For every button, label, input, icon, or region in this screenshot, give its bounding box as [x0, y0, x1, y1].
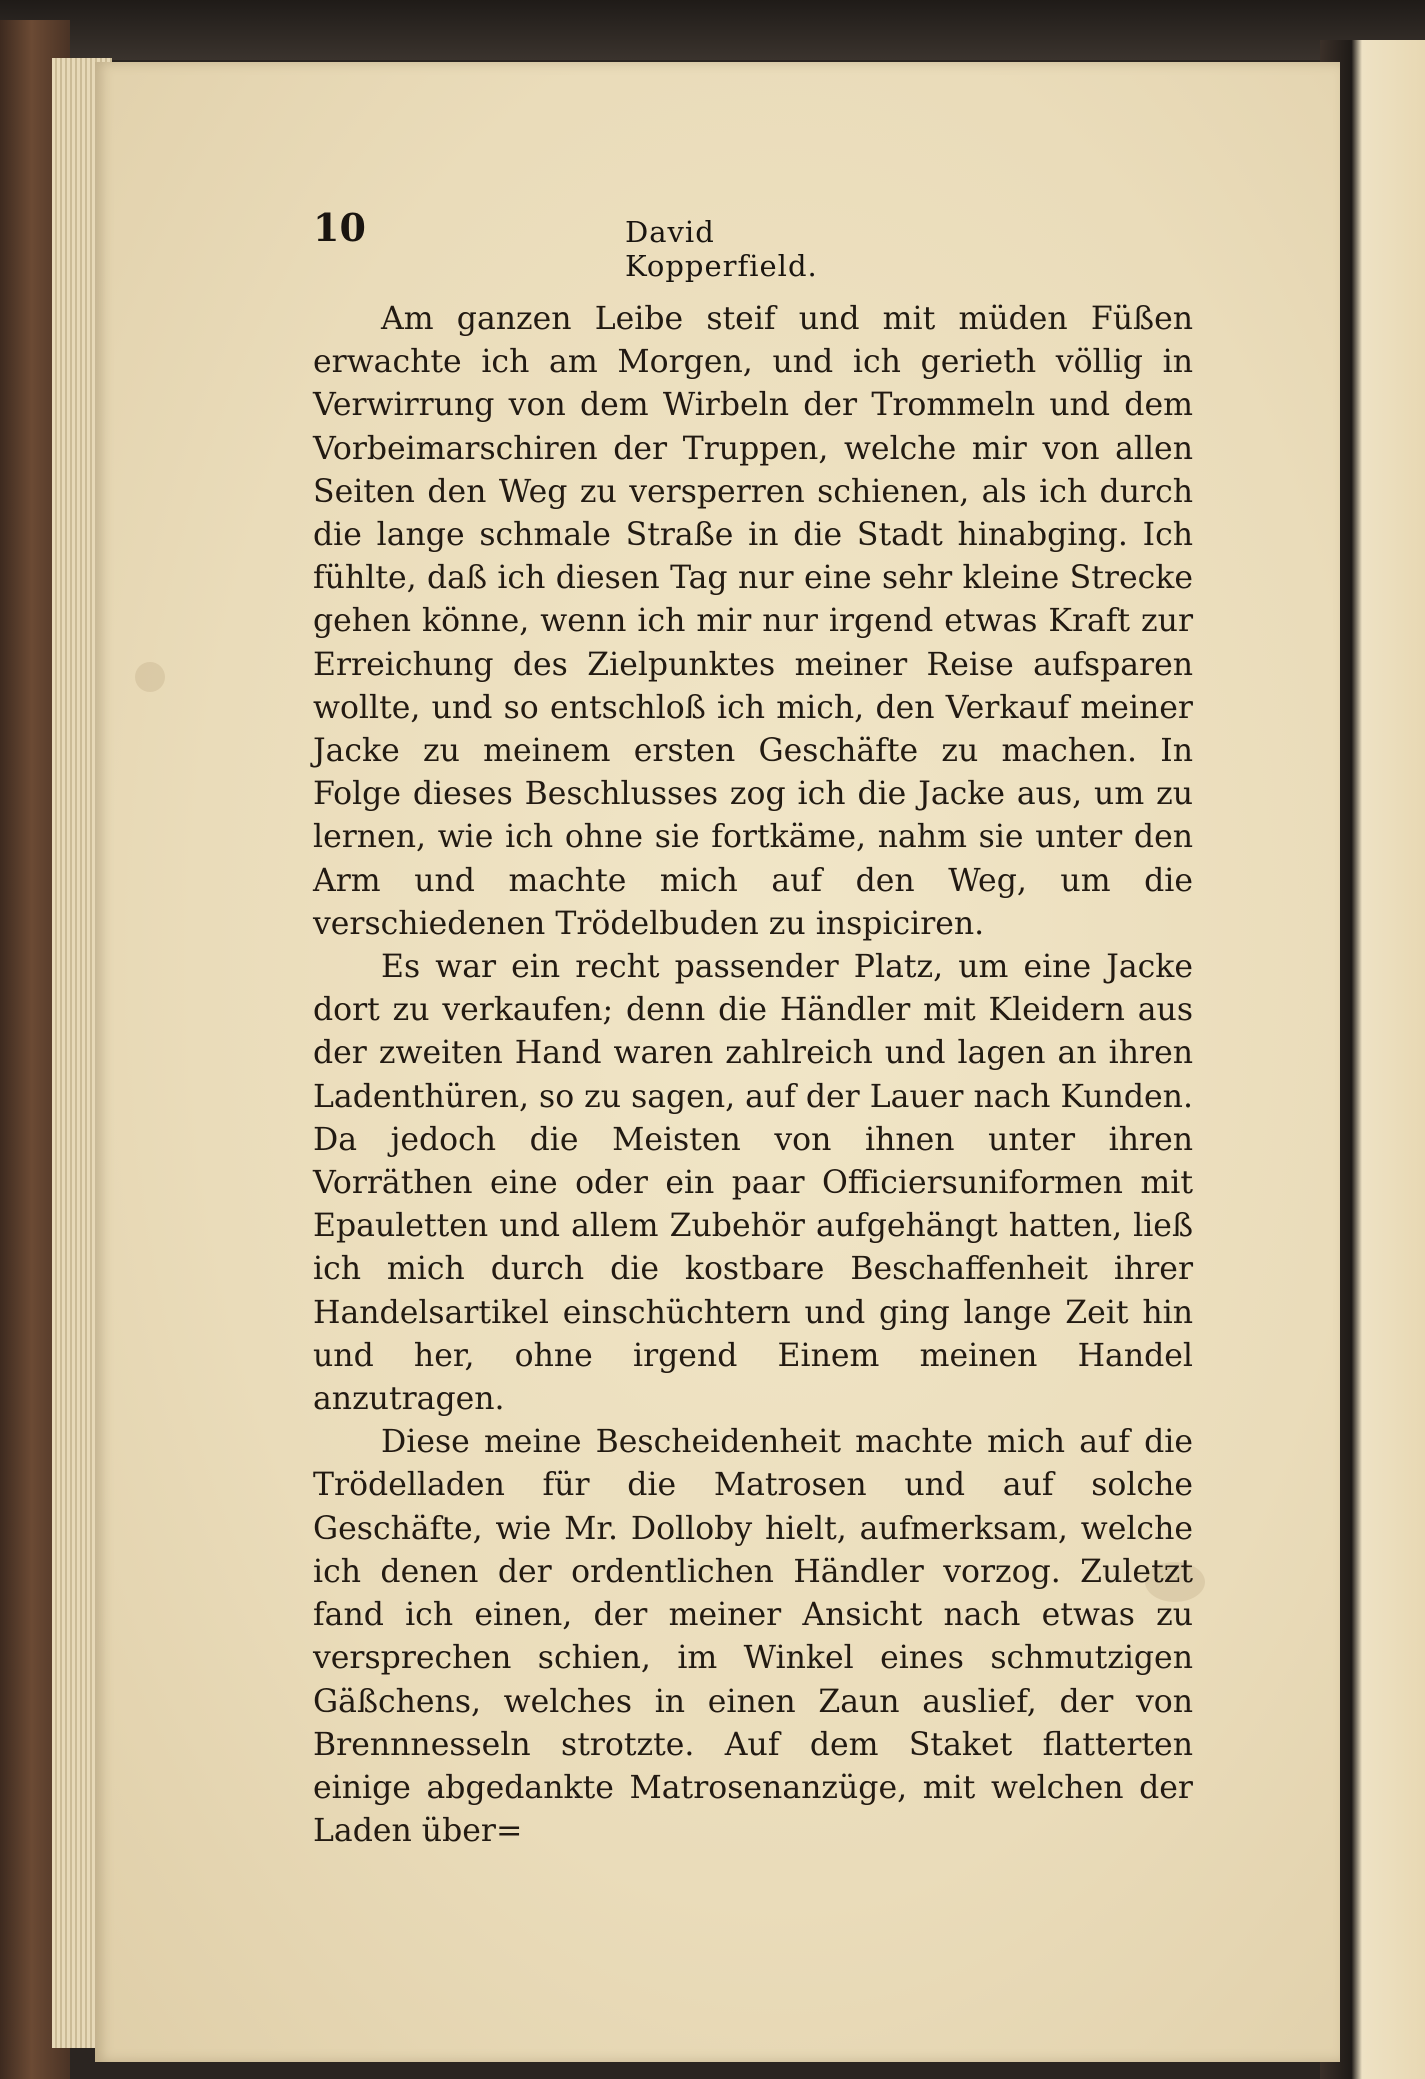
paragraph: Diese meine Bescheidenheit machte mich auf die Trödelladen für die Matrosen und auf solche Geschäfte, wie Mr. Dolloby hielt, aufmerksam, welche ich denen der ordentlichen Händler vorzog. Zuletzt fand ich einen, der meiner Ansicht nach etwas zu versprechen schien, im Winkel eines schmutzigen Gäßchens, welches in einen Zaun auslief, der von Brennnesseln strotzte. Auf dem Staket flatterten einige abgedankte Matrosenanzüge, mit welchen der Laden über= [313, 1424, 1193, 1850]
body-text [313, 298, 1193, 1853]
paper-stain [135, 662, 165, 692]
running-title: David Kopperfield. [625, 215, 818, 283]
paragraph: Es war ein recht passender Platz, um eine Jacke dort zu verkaufen; denn die Händler mit Kleidern aus der zweiten Hand waren zahlreich und lagen an ihren Ladenthüren, so zu sagen, auf der Lauer nach Kunden. Da jedoch die Meisten von ihnen unter ihren Vorräthen eine oder ein paar Officiersuniformen mit Epauletten und allem Zubehör aufgehängt hatten, ließ ich mich durch die kostbare Beschaffenheit ihrer Handelsartikel einschüchtern und ging lange Zeit hin und her, ohne irgend Einem meinen Handel anzutragen. [313, 949, 1193, 1418]
book-cover-top [0, 0, 1425, 60]
page-number: 10 [313, 205, 366, 250]
page-header [313, 205, 883, 283]
paragraph: Am ganzen Leibe steif und mit müden Füßen erwachte ich am Morgen, und ich gerieth völlig in Verwirrung von dem Wirbeln der Trommeln und dem Vorbeimarschiren der Truppen, welche mir von allen Seiten den Weg zu versperren schienen, als ich durch die lange schmale Straße in die Stadt hinabging. Ich fühlte, daß ich diesen Tag nur eine sehr kleine Strecke gehen könne, wenn ich mir nur irgend etwas Kraft zur Erreichung des Zielpunktes meiner Reise aufsparen wollte, und so entschloß ich mich, den Verkauf meiner Jacke zu meinem ersten Geschäfte zu machen. In Folge dieses Beschlusses zog ich die Jacke aus, um zu lernen, wie ich ohne sie fortkäme, nahm sie unter den Arm und machte mich auf den Weg, um die verschiedenen Trödelbuden zu inspiciren. [313, 301, 1193, 942]
